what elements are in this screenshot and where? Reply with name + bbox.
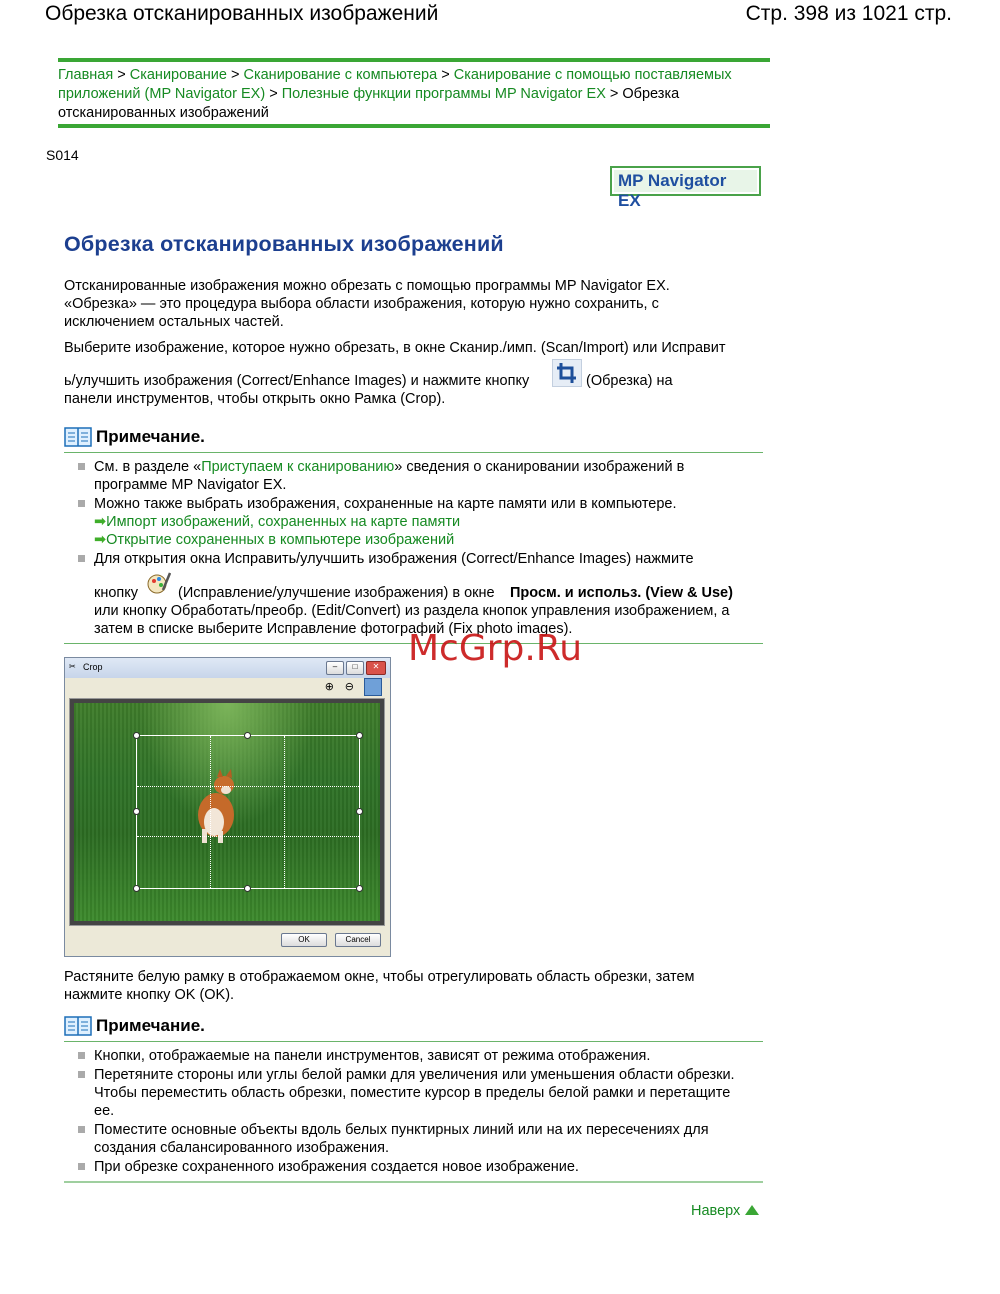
maximize-button[interactable]: □: [346, 661, 364, 675]
fit-view-icon[interactable]: [364, 678, 382, 696]
breadcrumb-scan-from-computer[interactable]: Сканирование с компьютера: [243, 67, 438, 83]
bullet-icon: [78, 1071, 85, 1078]
arrow-right-icon: ➡: [94, 532, 107, 548]
breadcrumb-home[interactable]: Главная: [58, 67, 114, 83]
note-heading-2: Примечание.: [64, 1016, 205, 1036]
breadcrumb-scanning[interactable]: Сканирование: [129, 67, 227, 83]
page-title: Обрезка отсканированных изображений: [64, 232, 504, 256]
intro-paragraph-2-line-1: Выберите изображение, которое нужно обрезать, в окне Сканир./имп. (Scan/Import) или Исправит: [64, 340, 726, 356]
crop-handle: [356, 808, 363, 815]
crop-cancel-button[interactable]: Cancel: [335, 933, 381, 947]
note1-item-2: Можно также выбрать изображения, сохраненные на карте памяти или в компьютере.: [94, 496, 677, 512]
breadcrumb-top-rule: [58, 58, 770, 62]
watermark: McGrp.Ru: [408, 628, 583, 669]
minimize-button[interactable]: –: [326, 661, 344, 675]
page-code: S014: [46, 147, 79, 163]
note2-bottom-rule: [64, 1181, 763, 1183]
crop-window-titlebar: [65, 658, 390, 678]
crop-window-title: Crop: [83, 662, 103, 672]
note2-item-1: Кнопки, отображаемые на панели инструментов, зависят от режима отображения.: [94, 1048, 651, 1064]
note-heading-1: Примечание.: [64, 427, 205, 447]
note1-item-3-line-2a: кнопку: [94, 585, 139, 601]
back-to-top-link[interactable]: Наверх: [691, 1202, 760, 1220]
intro-paragraph-2-line-3: панели инструментов, чтобы открыть окно Рамка (Crop).: [64, 391, 446, 407]
up-triangle-icon: [744, 1204, 760, 1216]
note1-top-rule: [64, 452, 763, 453]
crop-window-icon: ✂: [69, 662, 76, 671]
breadcrumb-current: Обрезка отсканированных изображений: [58, 86, 680, 121]
link-getting-started-scanning[interactable]: Приступаем к сканированию: [201, 459, 395, 475]
note2-item-2: Перетяните стороны или углы белой рамки для увеличения или уменьшения области обрезки. Чтобы переместить область обрезки, поместите курсор в пределы белой рамки и перетащите ее.: [94, 1067, 735, 1119]
breadcrumb-useful-functions[interactable]: Полезные функции программы MP Navigator EX: [281, 86, 606, 102]
breadcrumb-scan-with-apps[interactable]: Сканирование с помощью поставляемых приложений (MP Navigator EX): [58, 67, 732, 102]
intro-paragraph-1: Отсканированные изображения можно обрезать с помощью программы MP Navigator EX. «Обрезка» — это процедура выбора области изображения, которую нужно сохранить, с исключением остальных частей.: [64, 278, 670, 330]
zoom-in-icon[interactable]: ⊕: [324, 681, 334, 693]
bullet-icon: [78, 463, 85, 470]
crop-window: [64, 657, 391, 957]
link-open-saved-images[interactable]: ➡Открытие сохраненных в компьютере изображений: [94, 532, 455, 548]
note1-item-1: См. в разделе «Приступаем к сканированию» сведения о сканировании изображений в программе MP Navigator EX.: [94, 459, 685, 493]
product-badge: MP Navigator EX: [610, 166, 761, 196]
crop-handle: [133, 885, 140, 892]
bullet-icon: [78, 1052, 85, 1059]
note2-item-3: Поместите основные объекты вдоль белых пунктирных линий или на их пересечениях для создания сбалансированного изображения.: [94, 1122, 709, 1156]
book-icon: [64, 1016, 92, 1036]
note2-item-4: При обрезке сохраненного изображения создается новое изображение.: [94, 1159, 579, 1175]
crop-preview-frame: [69, 698, 385, 926]
crop-handle: [244, 885, 251, 892]
crop-ok-button[interactable]: OK: [281, 933, 327, 947]
intro-paragraph-2-line-2b: (Обрезка) на: [586, 373, 673, 389]
bullet-icon: [78, 500, 85, 507]
note2-top-rule: [64, 1041, 763, 1042]
page-counter: Стр. 398 из 1021 стр.: [745, 2, 952, 25]
zoom-out-icon[interactable]: ⊖: [344, 681, 354, 693]
breadcrumb-bottom-rule: [58, 124, 770, 128]
crop-selection-frame[interactable]: [136, 735, 360, 889]
after-image-paragraph: Растяните белую рамку в отображаемом окне, чтобы отрегулировать область обрезки, затем нажмите кнопку OK (OK).: [64, 969, 695, 1003]
crop-handle: [133, 808, 140, 815]
crop-handle: [244, 732, 251, 739]
book-icon: [64, 427, 92, 447]
bullet-icon: [78, 1126, 85, 1133]
crop-button-icon: [552, 359, 582, 387]
link-import-memory-card[interactable]: ➡Импорт изображений, сохраненных на карте памяти: [94, 514, 461, 530]
note1-item-3-line-1: Для открытия окна Исправить/улучшить изображения (Correct/Enhance Images) нажмите: [94, 551, 694, 567]
bullet-icon: [78, 1163, 85, 1170]
breadcrumb: Главная > Сканирование > Сканирование с компьютера > Сканирование с помощью поставляемых приложений (MP Navigator EX) > Полезные функции программы MP Navigator EX > Обрезка отсканированных изображений: [58, 67, 732, 121]
crop-handle: [356, 732, 363, 739]
intro-paragraph-2-line-2a: ь/улучшить изображения (Correct/Enhance Images) и нажмите кнопку: [64, 373, 530, 389]
close-button[interactable]: ✕: [366, 661, 386, 675]
correct-enhance-icon: [145, 570, 171, 596]
note1-item-3-line-2b: (Исправление/улучшение изображения) в окне: [178, 585, 495, 601]
note1-item-3-line-3: или кнопку Обработать/преобр. (Edit/Convert) из раздела кнопок управления изображением, а: [94, 603, 730, 619]
document-header-title: Обрезка отсканированных изображений: [45, 2, 439, 25]
note1-item-3-line-2c: Просм. и использ. (View & Use): [510, 585, 733, 601]
preview-photo: [74, 703, 380, 921]
crop-handle: [133, 732, 140, 739]
bullet-icon: [78, 555, 85, 562]
crop-handle: [356, 885, 363, 892]
note1-item-3-line-4: затем в списке выберите Исправление фотографий (Fix photo images).: [94, 621, 573, 637]
arrow-right-icon: ➡: [94, 514, 107, 530]
